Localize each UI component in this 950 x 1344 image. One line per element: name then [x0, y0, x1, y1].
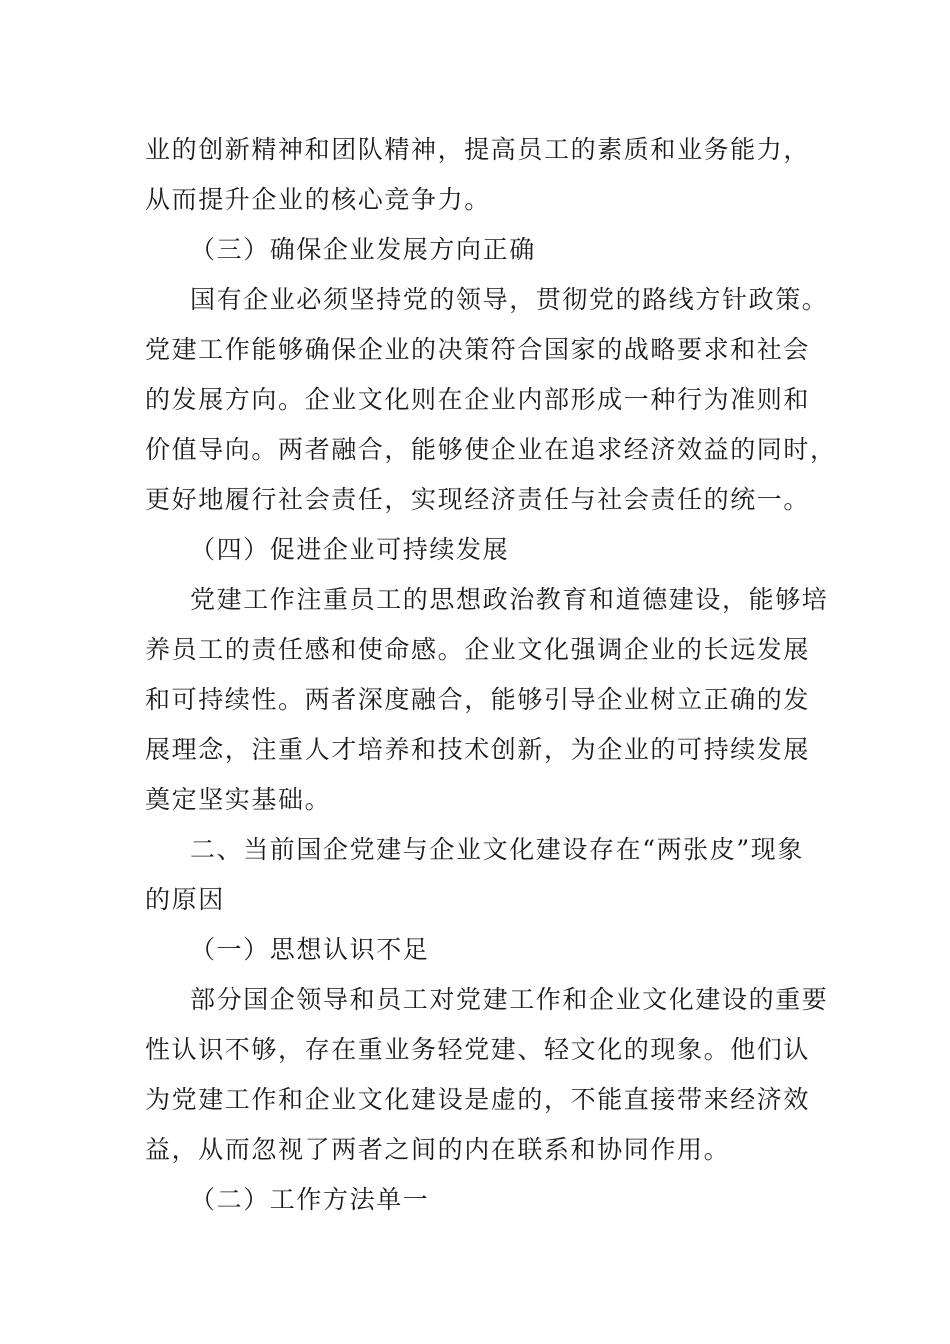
- body-text-line: 从而提升企业的核心竞争力。: [145, 185, 491, 214]
- body-text-line: 展理念，注重人才培养和技术创新，为企业的可持续发展: [145, 735, 811, 764]
- body-text-line: 奠定坚实基础。: [145, 785, 332, 814]
- section-heading: （一）思想认识不足: [190, 935, 430, 964]
- body-text-line: 养员工的责任感和使命感。企业文化强调企业的长远发展: [145, 635, 811, 664]
- body-text-line: 的发展方向。企业文化则在企业内部形成一种行为准则和: [145, 385, 811, 414]
- body-text-line: 性认识不够，存在重业务轻党建、轻文化的现象。他们认: [145, 1035, 811, 1064]
- body-text-line: 益，从而忽视了两者之间的内在联系和协同作用。: [145, 1135, 731, 1164]
- section-heading: （四）促进企业可持续发展: [190, 535, 510, 564]
- body-text-line: 国有企业必须坚持党的领导，贯彻党的路线方针政策。: [190, 285, 829, 314]
- body-text-line: 更好地履行社会责任，实现经济责任与社会责任的统一。: [145, 485, 811, 514]
- body-text-line: 业的创新精神和团队精神，提高员工的素质和业务能力，: [145, 135, 811, 164]
- section-heading: （三）确保企业发展方向正确: [190, 235, 536, 264]
- body-text-line: 和可持续性。两者深度融合，能够引导企业树立正确的发: [145, 685, 811, 714]
- section-heading: （二）工作方法单一: [190, 1185, 430, 1214]
- body-text-line: 党建工作注重员工的思想政治教育和道德建设，能够培: [190, 585, 829, 614]
- body-text-line: 部分国企领导和员工对党建工作和企业文化建设的重要: [190, 985, 829, 1014]
- body-text-line: 价值导向。两者融合，能够使企业在追求经济效益的同时，: [145, 435, 837, 464]
- body-text-line: 为党建工作和企业文化建设是虚的，不能直接带来经济效: [145, 1085, 811, 1114]
- body-text-line: 党建工作能够确保企业的决策符合国家的战略要求和社会: [145, 335, 811, 364]
- chapter-heading: 的原因: [145, 885, 225, 914]
- chapter-heading: 二、当前国企党建与企业文化建设存在“两张皮”现象: [190, 835, 804, 864]
